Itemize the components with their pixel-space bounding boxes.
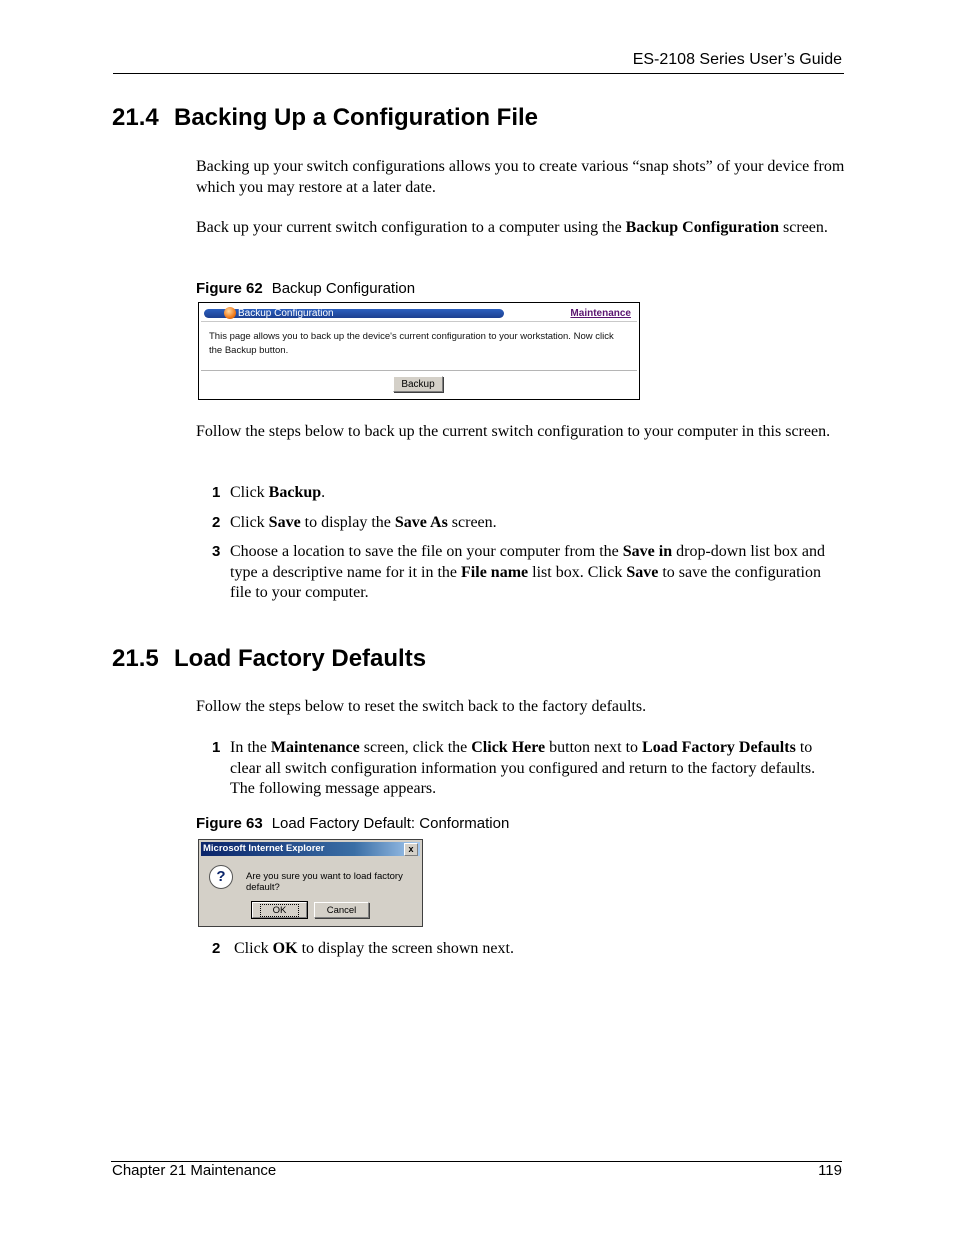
text-run: Click <box>230 484 269 501</box>
text-run: screen. <box>779 219 828 236</box>
section-heading-21-4 <box>112 104 538 132</box>
bold-run: Save As <box>394 514 448 531</box>
text-run: Click <box>234 940 273 957</box>
step-number: 1 <box>212 484 221 501</box>
text-run: screen, click the <box>359 739 472 756</box>
text-run: to display the screen shown next. <box>297 940 514 957</box>
figure-title: Backup Configuration <box>271 280 416 297</box>
step-1-click-backup <box>212 483 842 504</box>
step-number: 2 <box>212 514 221 531</box>
section-number: 21.5 <box>112 645 159 672</box>
bold-run: Save <box>268 514 301 531</box>
text-run: Back up your current switch configuration to a computer using the <box>196 219 626 236</box>
section-title: Load Factory Defaults <box>174 645 427 672</box>
figure-title: Load Factory Default: Conformation <box>271 815 510 832</box>
step-2-click-ok <box>212 939 842 960</box>
paragraph-backup-intro <box>196 218 846 239</box>
text-run: Choose a location to save the file on your computer from the <box>230 543 623 560</box>
header-rule <box>113 73 844 74</box>
step-number: 1 <box>212 739 221 756</box>
bold-run: Save <box>626 563 659 581</box>
dialog-titlebar <box>201 842 420 856</box>
figure-62-caption <box>196 280 415 297</box>
text-run: drop-down list box and type a descriptive name for it in the <box>230 543 825 581</box>
screen-title: Backup Configuration <box>238 308 334 319</box>
text-run: screen. <box>447 514 497 531</box>
divider <box>201 370 637 371</box>
step-3-choose-location <box>212 542 842 604</box>
page-number: 119 <box>818 1162 842 1179</box>
step-number: 3 <box>212 543 221 560</box>
figure-label: Figure 62 <box>196 280 263 297</box>
text-run: to clear all switch configuration information you configured and return to the factory defaults. The following message appears. <box>230 739 816 797</box>
section-number: 21.4 <box>112 104 159 131</box>
text-run: Click <box>230 514 269 531</box>
step-2-click-save <box>212 513 842 534</box>
bold-run: Maintenance <box>270 739 360 756</box>
bold-run: Load Factory Defaults <box>642 739 796 756</box>
bold-run: Backup Configuration <box>625 219 780 236</box>
text-run: button next to <box>545 739 643 756</box>
ok-button[interactable] <box>252 902 307 918</box>
screen-titlebar <box>204 307 631 320</box>
text-run: to save the configuration file to your computer. <box>230 563 821 601</box>
paragraph-reset-intro: Follow the steps below to reset the switch back to the factory defaults. <box>196 698 647 715</box>
text-run: list box. Click <box>528 563 627 581</box>
cancel-button[interactable]: Cancel <box>314 902 369 918</box>
text-run: In the <box>230 739 271 756</box>
section-title: Backing Up a Configuration File <box>174 104 539 131</box>
dialog-title: Microsoft Internet Explorer <box>203 843 325 854</box>
bold-run: Backup <box>268 484 322 501</box>
backup-configuration-screenshot <box>198 302 640 400</box>
footer-chapter: Chapter 21 Maintenance <box>112 1162 277 1179</box>
step-1-maintenance-click-here <box>212 738 842 800</box>
backup-button[interactable]: Backup <box>393 376 443 392</box>
ok-label: OK <box>260 904 300 917</box>
close-icon[interactable]: x <box>404 843 418 856</box>
confirm-dialog-screenshot <box>198 839 423 927</box>
paragraph-follow-steps: Follow the steps below to back up the current switch configuration to your computer in this screen. <box>196 423 831 440</box>
figure-63-caption <box>196 815 509 832</box>
bold-run: OK <box>272 940 298 957</box>
dialog-message: Are you sure you want to load factory default? <box>246 871 403 893</box>
text-run: to display the <box>300 514 395 531</box>
running-header: ES-2108 Series User’s Guide <box>632 51 842 68</box>
text-run: . <box>321 484 326 501</box>
divider <box>201 321 637 322</box>
section-heading-21-5 <box>112 645 426 673</box>
screen-description: This page allows you to back up the device's current configuration to your workstation. Now click the Backup button. <box>209 331 614 356</box>
maintenance-link[interactable]: Maintenance <box>570 308 631 319</box>
paragraph-snapshots: Backing up your switch configurations allows you to create various “snap shots” of your device from which you may restore at a later date. <box>196 158 845 196</box>
bold-run: File name <box>461 563 529 581</box>
orb-icon <box>224 307 236 319</box>
figure-label: Figure 63 <box>196 815 263 832</box>
bold-run: Click Here <box>471 739 546 756</box>
question-icon: ? <box>209 865 233 889</box>
bold-run: Save in <box>622 543 673 560</box>
step-number: 2 <box>212 940 221 957</box>
